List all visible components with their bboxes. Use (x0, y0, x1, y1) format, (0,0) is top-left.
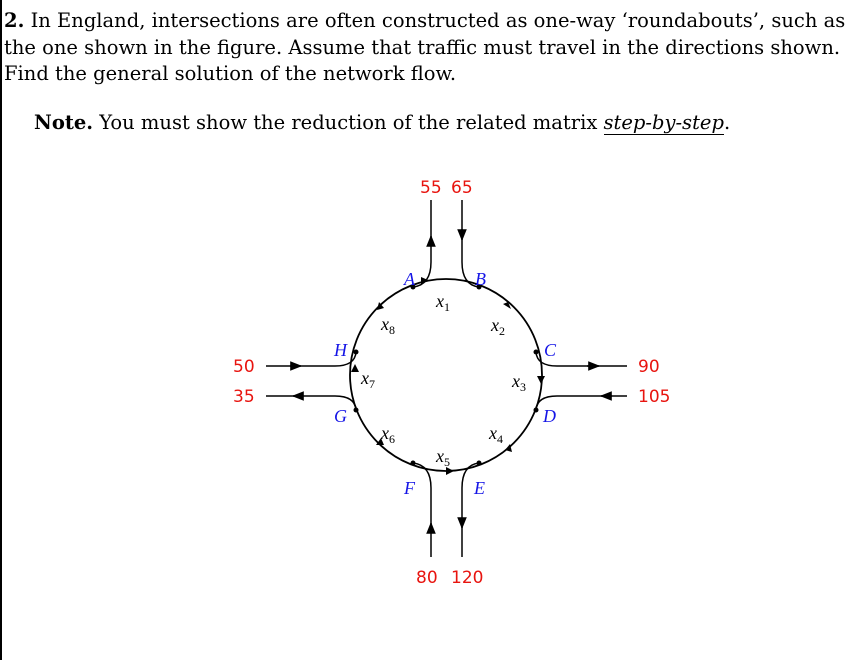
note-text: You must show the reduction of the related matrix (93, 111, 604, 134)
note-label: Note. (34, 111, 94, 134)
road-A (413, 200, 431, 287)
flow-bottom-left: 80 (416, 568, 438, 588)
flow-right-top: 90 (638, 357, 660, 377)
edge-label-x2: $x_2$ (491, 315, 505, 338)
node-label-H: H (334, 340, 347, 360)
edge-label-x6: $x_6$ (381, 423, 395, 446)
arc-arrow-x3 (537, 376, 545, 384)
node-label-A: A (404, 269, 415, 289)
flow-left-bottom: 35 (233, 387, 255, 407)
note-emphasis: step-by-step (603, 111, 724, 134)
flow-right-bottom: 105 (638, 387, 671, 407)
node-label-D: D (543, 406, 556, 426)
flow-top-right: 65 (451, 178, 473, 198)
road-F (413, 463, 431, 557)
arc-arrow-x7 (351, 364, 359, 372)
edge-label-x7: $x_7$ (361, 368, 375, 391)
node-label-B: B (475, 269, 486, 289)
node-label-G: G (334, 406, 347, 426)
edge-label-x3: $x_3$ (512, 371, 526, 394)
problem-text: In England, intersections are often constructed as one-way ‘roundabouts’, such as the one shown in the figure. Assume that traffic must travel in the directions shown. Find the general solution of the network flow. (4, 9, 846, 85)
node-label-C: C (544, 340, 557, 360)
flow-left-top: 50 (233, 357, 255, 377)
node-label-E: E (474, 478, 485, 498)
edge-label-x8: $x_8$ (381, 314, 395, 337)
edge-label-x4: $x_4$ (489, 423, 503, 446)
flow-top-left: 55 (420, 178, 442, 198)
note-text-end: . (723, 111, 731, 134)
node-label-F: F (404, 478, 415, 498)
flow-bottom-right: 120 (451, 568, 484, 588)
edge-label-x5: $x_5$ (436, 446, 450, 469)
problem-number: 2. (4, 9, 25, 32)
edge-label-x1: $x_1$ (436, 291, 450, 314)
